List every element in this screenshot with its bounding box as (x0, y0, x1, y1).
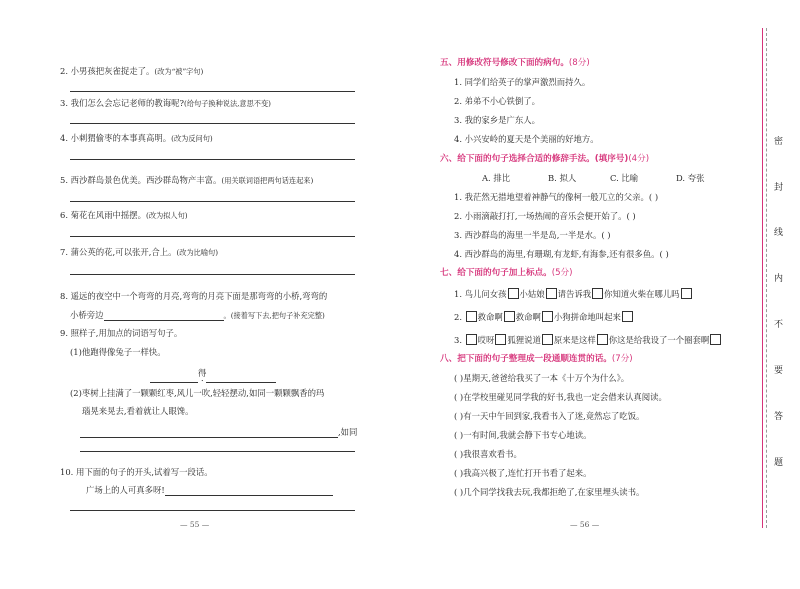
punct-box[interactable] (466, 311, 477, 322)
q5: 5. 西沙群岛景色优美。西沙群岛物产丰富。(用关联词语把两句话连起来) (60, 175, 314, 185)
punct-box[interactable] (592, 288, 603, 299)
punct-box[interactable] (710, 334, 721, 345)
seal-char: 封 (774, 183, 784, 193)
answer-blank-q10[interactable] (165, 495, 333, 496)
sec8-item-3: ( )有一天中午回到家,我看书入了迷,竟然忘了吃饭。 (454, 411, 645, 421)
q2: 2. 小男孩把灰雀捉走了。(改为“被”字句) (60, 66, 204, 76)
sec7-item-2: 2. 救命啊 救命啊 小狗拼命地叫起来 (454, 311, 634, 323)
q9-sub1: (1)他跑得像兔子一样快。 (70, 347, 166, 357)
q10-start: 广场上的人可真多呀! (86, 485, 333, 496)
seal-dashed-line (766, 28, 767, 528)
section-8-title: 八、把下面的句子整理成一段通顺连贯的话。(7分) (440, 354, 633, 364)
punct-box[interactable] (597, 334, 608, 345)
sec6-item-4: 4. 西沙群岛的海里,有珊瑚,有龙虾,有海参,还有很多鱼。( ) (454, 249, 669, 259)
answer-line-q4[interactable] (70, 159, 355, 160)
seal-char: 要 (774, 366, 784, 376)
sec8-item-5: ( )我很喜欢看书。 (454, 449, 522, 459)
q8: 8. 遥远的夜空中一个弯弯的月亮,弯弯的月亮下面是那弯弯的小桥,弯弯的 (60, 291, 328, 301)
punct-box[interactable] (622, 311, 633, 322)
right-page (400, 0, 755, 589)
section-5-title: 五、用修改符号修改下面的病句。(8分) (440, 58, 590, 68)
q7: 7. 蒲公英的花,可以张开,合上。(改为比喻句) (60, 247, 219, 257)
punct-box[interactable] (508, 288, 519, 299)
answer-line-q10[interactable] (70, 510, 355, 511)
answer-line-q3[interactable] (70, 123, 355, 124)
answer-blank-q9-2[interactable] (80, 437, 338, 438)
seal-char: 不 (774, 320, 784, 330)
answer-blank-q9-1b[interactable] (206, 382, 276, 383)
answer-line-q2[interactable] (70, 91, 355, 92)
q3: 3. 我们怎么会忘记老师的教诲呢?(给句子换种说法,意思不变) (60, 98, 271, 108)
left-page (0, 0, 385, 589)
answer-line-q9-2[interactable] (80, 451, 355, 452)
page-number: — 55 — (180, 520, 210, 529)
seal-char: 答 (774, 412, 784, 422)
sec6-option-d: D. 夸张 (676, 173, 705, 183)
punct-box[interactable] (542, 334, 553, 345)
sec8-item-1: ( )星期天,爸爸给我买了一本《十万个为什么》。 (454, 373, 630, 383)
seal-char: 内 (774, 274, 784, 284)
seal-char: 密 (774, 137, 784, 147)
sec6-item-1: 1. 我茫然无措地望着神静气的像柯一般兀立的父亲。( ) (454, 192, 659, 202)
answer-line-q6[interactable] (70, 236, 355, 237)
sec8-item-6: ( )我高兴极了,连忙打开书看了起来。 (454, 468, 592, 478)
q9: 9. 照样子,用加点的词语写句子。 (60, 328, 183, 338)
punct-box[interactable] (681, 288, 692, 299)
sec6-option-b: B. 拟人 (548, 173, 577, 183)
punct-box[interactable] (495, 334, 506, 345)
q4: 4. 小刺猬偷枣的本事真高明。(改为反问句) (60, 133, 213, 143)
q9-sub1-answer: 得 (150, 368, 276, 383)
answer-blank-q9-1a[interactable] (150, 382, 198, 383)
punct-box[interactable] (466, 334, 477, 345)
q9-sub2-cont: 瑙晃来晃去,看着就让人眼馋。 (82, 406, 194, 416)
sec6-option-c: C. 比喻 (610, 173, 639, 183)
seal-line-strip (760, 0, 800, 589)
sec8-item-2: ( )在学校里碰见同学我的好书,我也一定会借来认真阅读。 (454, 392, 667, 402)
q9-sub2: (2)枣树上挂满了一颗颗红枣,风儿一吹,轻轻摆动,如同一颗颗飘香的玛 (70, 388, 325, 398)
sec7-item-1: 1. 鸟儿问女孩 小姑娘 请告诉我 你知道火柴在哪儿吗 (454, 288, 693, 300)
seal-line (762, 28, 763, 528)
answer-line-q5[interactable] (70, 201, 355, 202)
sec5-item-3: 3. 我的家乡是广东人。 (454, 115, 541, 125)
seal-char: 题 (774, 458, 784, 468)
page-number: — 56 — (570, 520, 600, 529)
sec5-item-2: 2. 弟弟不小心铁倒了。 (454, 96, 541, 106)
sec8-item-7: ( )几个同学找我去玩,我都拒绝了,在家里埋头读书。 (454, 487, 645, 497)
answer-line-q7[interactable] (70, 274, 355, 275)
sec8-item-4: ( )一有时间,我就会静下书专心地读。 (454, 430, 592, 440)
section-7-title: 七、给下面的句子加上标点。(5分) (440, 268, 573, 278)
sec6-item-3: 3. 西沙群岛的海里一半是岛,一半是水。( ) (454, 230, 611, 240)
sec5-item-4: 4. 小兴安岭的夏天是个美丽的好地方。 (454, 134, 599, 144)
q9-sub2-answer: ,如同 (80, 427, 357, 438)
sec5-item-1: 1. 同学们给英子的掌声激烈而持久。 (454, 77, 591, 87)
q8-continue: 小桥旁边 。(接着写下去,把句子补充完整) (70, 310, 325, 320)
section-6-title: 六、给下面的句子选择合适的修辞手法。(填序号)(4分) (440, 154, 650, 164)
punct-box[interactable] (542, 311, 553, 322)
punct-box[interactable] (504, 311, 515, 322)
sec6-option-a: A. 排比 (482, 173, 511, 183)
seal-char: 线 (774, 228, 784, 238)
answer-blank-q8[interactable] (104, 320, 224, 321)
punct-box[interactable] (546, 288, 557, 299)
q6: 6. 菊花在风雨中摇摆。(改为拟人句) (60, 210, 188, 220)
sec6-item-2: 2. 小雨滴敲打打,一场热闹的音乐会便开始了。( ) (454, 211, 636, 221)
sec7-item-3: 3. 哎呀 狐狸说道 原来是这样 你这是给我设了一个圈套啊 (454, 334, 722, 346)
q10: 10. 用下面的句子的开头,试着写一段话。 (60, 467, 213, 477)
